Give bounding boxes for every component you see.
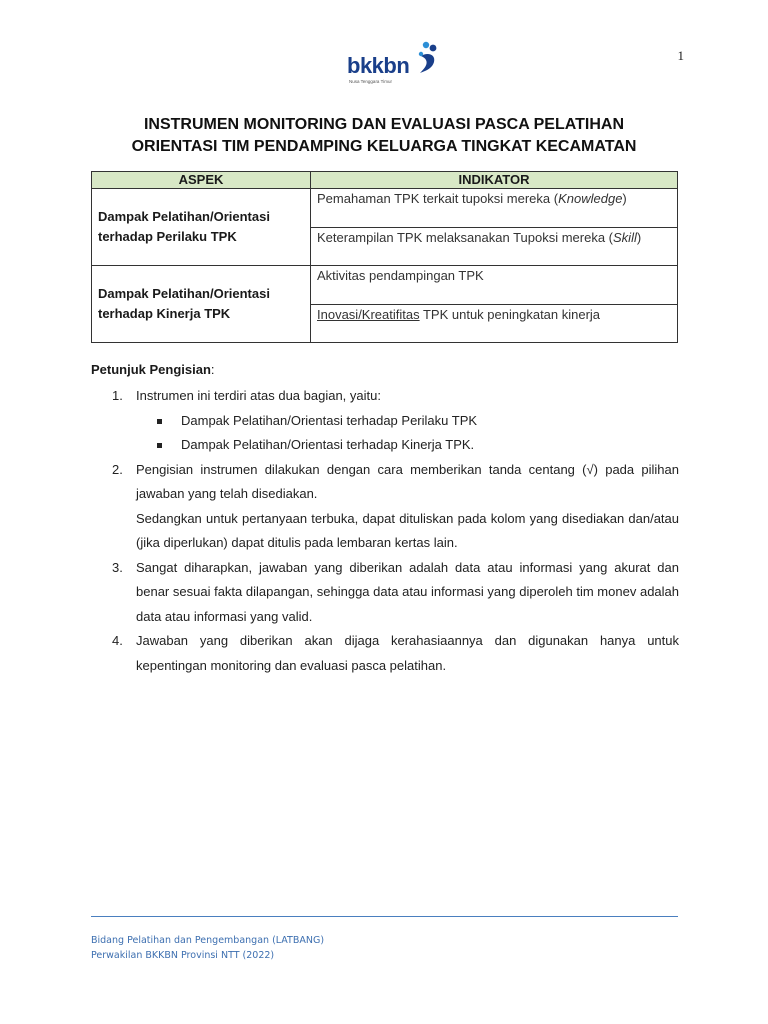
table-row	[92, 189, 678, 228]
footer	[91, 933, 324, 963]
aspek-line: Dampak Pelatihan/Orientasi	[98, 286, 270, 301]
indikator-text: Keterampilan TPK melaksanakan Tupoksi mereka (	[317, 229, 614, 245]
sub-list-item	[91, 433, 679, 458]
item-text: Jawaban yang diberikan akan dijaga kerahasiaannya dan digunakan hanya untuk kepentingan monitoring dan evaluasi pasca pelatihan.	[136, 633, 679, 673]
indikator-cell	[311, 189, 678, 228]
item-text: Sangat diharapkan, jawaban yang diberikan adalah data atau informasi yang akurat dan benar sesuai fakta dilapangan, sehingga data atau informasi yang diperoleh tim monev adalah data atau informasi yang valid.	[136, 559, 679, 624]
item-number: 1.	[112, 388, 123, 403]
indikator-cell	[311, 266, 678, 305]
indikator-em: Skill	[613, 229, 637, 245]
header-indikator: INDIKATOR	[311, 172, 678, 189]
document-title	[90, 114, 678, 158]
list-item	[91, 556, 679, 630]
square-bullet-icon	[157, 419, 162, 424]
item-text: Pengisian instrumen dilakukan dengan cara memberikan tanda centang (√) pada pilihan jawaban yang telah disediakan.	[136, 461, 679, 501]
footer-line-2: Perwakilan BKKBN Provinsi NTT (2022)	[91, 950, 275, 961]
title-line-2: ORIENTASI TIM PENDAMPING KELUARGA TINGKAT KECAMATAN	[131, 138, 637, 155]
item-number: 4.	[112, 633, 123, 648]
indikator-text: )	[636, 229, 642, 245]
footer-divider	[91, 916, 678, 917]
item-number: 2.	[112, 461, 123, 477]
page-number: 1	[677, 48, 684, 63]
aspek-line: Dampak Pelatihan/Orientasi	[98, 209, 270, 224]
petunjuk-section	[91, 360, 679, 678]
aspek-line: terhadap Kinerja TPK	[98, 306, 231, 321]
petunjuk-heading	[91, 360, 679, 380]
bkkbn-logo	[347, 40, 447, 88]
item-text: Sedangkan untuk pertanyaan terbuka, dapat dituliskan pada kolom yang disediakan dan/atau (jika diperlukan) dapat ditulis pada lembaran kertas lain.	[136, 510, 679, 550]
logo-tagline: Nusa Tenggara Timur	[349, 79, 392, 84]
header-aspek: ASPEK	[92, 172, 311, 189]
indikator-cell	[311, 227, 678, 266]
logo-wordmark: bkkbn	[347, 53, 410, 78]
list-item	[91, 629, 679, 678]
indikator-text: Pemahaman TPK terkait tupoksi mereka (	[317, 191, 559, 206]
indikator-cell	[311, 304, 678, 343]
petunjuk-title: Petunjuk Pengisian	[91, 362, 211, 377]
aspek-indikator-table	[91, 171, 678, 343]
sub-item-text: Dampak Pelatihan/Orientasi terhadap Perilaku TPK	[181, 412, 478, 428]
aspek-line: terhadap Perilaku TPK	[98, 229, 237, 244]
table-header-row	[92, 172, 678, 189]
table-row	[92, 266, 678, 305]
square-bullet-icon	[157, 443, 162, 448]
list-item	[91, 384, 679, 458]
sub-item-text: Dampak Pelatihan/Orientasi terhadap Kinerja TPK.	[181, 437, 475, 452]
item-number: 3.	[112, 559, 123, 575]
title-line-1: INSTRUMEN MONITORING DAN EVALUASI PASCA PELATIHAN	[143, 116, 624, 133]
indikator-underlined: Inovasi/Kreatifitas	[317, 306, 420, 322]
aspek-cell-perilaku	[92, 189, 311, 266]
petunjuk-colon: :	[210, 362, 215, 377]
indikator-text: Aktivitas pendampingan TPK	[317, 268, 484, 283]
list-item	[91, 458, 679, 556]
instruction-list	[91, 384, 679, 678]
indikator-text: TPK untuk peningkatan kinerja	[419, 306, 601, 322]
item-text: Instrumen ini terdiri atas dua bagian, yaitu:	[136, 388, 381, 403]
footer-line-1: Bidang Pelatihan dan Pengembangan (LATBANG)	[91, 935, 325, 946]
aspek-cell-kinerja	[92, 266, 311, 343]
indikator-text: )	[622, 191, 627, 206]
sub-list-item	[91, 409, 679, 434]
indikator-em: Knowledge	[558, 191, 623, 206]
logo-mark-icon	[417, 40, 439, 74]
sub-list	[91, 409, 679, 458]
